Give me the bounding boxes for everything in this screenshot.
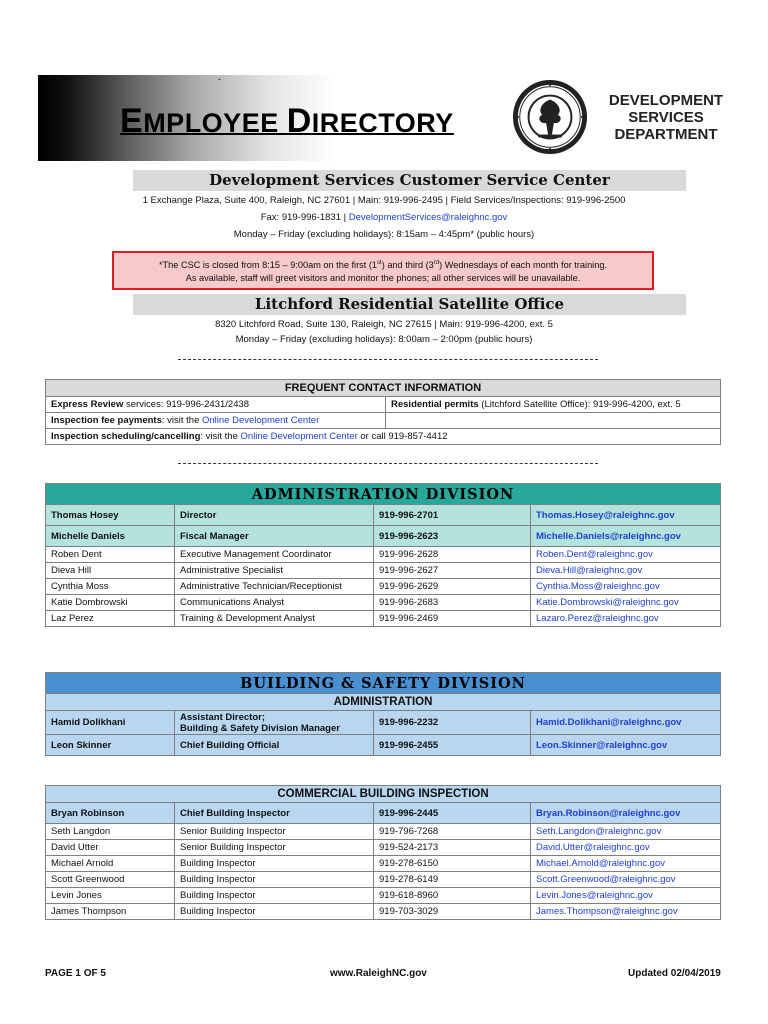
table-row (46, 505, 721, 526)
table-row (46, 803, 721, 824)
inspection-fee-cell: Inspection fee payments: visit the Online Development Center (46, 413, 386, 429)
employee-name: Thomas Hosey (46, 505, 175, 526)
employee-phone: 919-796-7268 (374, 824, 531, 840)
employee-email-link[interactable]: Thomas.Hosey@raleighnc.gov (531, 505, 721, 526)
table-row (46, 872, 721, 888)
employee-title: Director (175, 505, 374, 526)
employee-email-link[interactable]: Leon.Skinner@raleighnc.gov (531, 735, 721, 756)
employee-title: Fiscal Manager (175, 526, 374, 547)
employee-name: Scott Greenwood (46, 872, 175, 888)
employee-phone: 919-996-2683 (374, 595, 531, 611)
updated-date: Updated 02/04/2019 (628, 968, 721, 979)
employee-email-link[interactable]: Levin.Jones@raleighnc.gov (531, 888, 721, 904)
employee-title: Building Inspector (175, 904, 374, 920)
employee-title: Senior Building Inspector (175, 824, 374, 840)
employee-title: Building Inspector (175, 856, 374, 872)
employee-title: Administrative Technician/Receptionist (175, 579, 374, 595)
employee-name: Levin Jones (46, 888, 175, 904)
employee-phone: 919-278-6150 (374, 856, 531, 872)
csc-email-link[interactable]: DevelopmentServices@raleighnc.gov (348, 212, 508, 223)
frequent-contact-title: FREQUENT CONTACT INFORMATION (46, 380, 721, 397)
table-row (46, 526, 721, 547)
litchford-title: Litchford Residential Satellite Office (133, 294, 686, 315)
employee-name: Laz Perez (46, 611, 175, 627)
employee-title: Executive Management Coordinator (175, 547, 374, 563)
employee-phone: 919-996-2445 (374, 803, 531, 824)
building-safety-division-title: BUILDING & SAFETY DIVISION (46, 673, 721, 694)
inspection-scheduling-cell: Inspection scheduling/cancelling: visit the Online Development Center or call 919-857-4412 (46, 429, 721, 445)
employee-phone: 919-996-2455 (374, 735, 531, 756)
table-row (46, 711, 721, 735)
frequent-contact-table (45, 379, 721, 445)
title-underline: EMPLOYEE DIRECTORY (120, 102, 454, 140)
employee-title: Communications Analyst (175, 595, 374, 611)
residential-permits-cell: Residential permits (Litchford Satellite Office): 919-996-4200, ext. 5 (386, 397, 721, 413)
table-row (46, 824, 721, 840)
employee-name: Cynthia Moss (46, 579, 175, 595)
administration-division-title: ADMINISTRATION DIVISION (46, 484, 721, 505)
employee-name: Leon Skinner (46, 735, 175, 756)
table-row (46, 563, 721, 579)
commercial-building-inspection-table (45, 785, 721, 920)
city-seal-icon (511, 78, 589, 156)
employee-phone: 919-996-2232 (374, 711, 531, 735)
employee-phone: 919-703-3029 (374, 904, 531, 920)
employee-phone: 919-996-2629 (374, 579, 531, 595)
employee-email-link[interactable]: Roben.Dent@raleighnc.gov (531, 547, 721, 563)
employee-phone: 919-996-2623 (374, 526, 531, 547)
employee-phone: 919-524-2173 (374, 840, 531, 856)
employee-title: Assistant Director; Building & Safety Division Manager (175, 711, 374, 735)
employee-name: Michelle Daniels (46, 526, 175, 547)
table-row (46, 888, 721, 904)
employee-title: Chief Building Official (175, 735, 374, 756)
building-safety-division-table (45, 672, 721, 756)
employee-email-link[interactable]: Cynthia.Moss@raleighnc.gov (531, 579, 721, 595)
table-row (46, 904, 721, 920)
table-row (46, 595, 721, 611)
table-row (46, 735, 721, 756)
employee-email-link[interactable]: Dieva.Hill@raleighnc.gov (531, 563, 721, 579)
express-review-cell: Express Review services: 919-996-2431/2438 (46, 397, 386, 413)
employee-name: Hamid Dolikhani (46, 711, 175, 735)
website-link[interactable]: www.RaleighNC.gov (330, 968, 427, 979)
employee-title: Building Inspector (175, 888, 374, 904)
empty-cell (386, 413, 721, 429)
employee-email-link[interactable]: Scott.Greenwood@raleighnc.gov (531, 872, 721, 888)
csc-fax-line: Fax: 919-996-1831 | DevelopmentServices@raleighnc.gov (260, 212, 508, 223)
employee-name: Michael Arnold (46, 856, 175, 872)
employee-phone: 919-996-2469 (374, 611, 531, 627)
employee-email-link[interactable]: Seth.Langdon@raleighnc.gov (531, 824, 721, 840)
employee-name: Katie Dombrowski (46, 595, 175, 611)
separator (178, 463, 598, 464)
page-title (120, 102, 454, 141)
employee-name: James Thompson (46, 904, 175, 920)
csc-hours: Monday – Friday (excluding holidays): 8:15am – 4:45pm* (public hours) (233, 229, 535, 240)
administration-division-table (45, 483, 721, 627)
employee-phone: 919-996-2627 (374, 563, 531, 579)
litchford-address: 8320 Litchford Road, Suite 130, Raleigh, NC 27615 | Main: 919-996-4200, ext. 5 (215, 319, 553, 330)
csc-title: Development Services Customer Service Center (133, 170, 686, 191)
header-mark: - (218, 74, 221, 84)
employee-email-link[interactable]: Michael.Arnold@raleighnc.gov (531, 856, 721, 872)
employee-title: Administrative Specialist (175, 563, 374, 579)
employee-email-link[interactable]: Hamid.Dolikhani@raleighnc.gov (531, 711, 721, 735)
employee-phone: 919-278-6149 (374, 872, 531, 888)
employee-email-link[interactable]: David.Utter@raleighnc.gov (531, 840, 721, 856)
employee-phone: 919-996-2701 (374, 505, 531, 526)
employee-name: Seth Langdon (46, 824, 175, 840)
employee-title: Building Inspector (175, 872, 374, 888)
employee-email-link[interactable]: James.Thompson@raleighnc.gov (531, 904, 721, 920)
employee-phone: 919-618-8960 (374, 888, 531, 904)
page-number: PAGE 1 OF 5 (45, 968, 106, 979)
table-row (46, 856, 721, 872)
employee-name: Bryan Robinson (46, 803, 175, 824)
employee-phone: 919-996-2628 (374, 547, 531, 563)
employee-title: Chief Building Inspector (175, 803, 374, 824)
table-row (46, 840, 721, 856)
employee-name: Dieva Hill (46, 563, 175, 579)
employee-title: Training & Development Analyst (175, 611, 374, 627)
employee-title: Senior Building Inspector (175, 840, 374, 856)
table-row (46, 547, 721, 563)
building-administration-subtitle: ADMINISTRATION (46, 694, 721, 711)
online-development-center-link[interactable]: Online Development Center (240, 431, 358, 442)
litchford-hours: Monday – Friday (excluding holidays): 8:00am – 2:00pm (public hours) (235, 334, 533, 345)
online-development-center-link[interactable]: Online Development Center (202, 415, 320, 426)
department-name: DEVELOPMENT SERVICES DEPARTMENT (608, 92, 724, 143)
commercial-inspection-title: COMMERCIAL BUILDING INSPECTION (46, 786, 721, 803)
employee-email-link[interactable]: Lazaro.Perez@raleighnc.gov (531, 611, 721, 627)
closure-alert: *The CSC is closed from 8:15 – 9:00am on the first (1st) and third (3rd) Wednesdays of each month for training. As available, staff will greet visitors and monitor the phones; all other services will be unavailable. (112, 251, 654, 290)
employee-email-link[interactable]: Katie.Dombrowski@raleighnc.gov (531, 595, 721, 611)
employee-email-link[interactable]: Michelle.Daniels@raleighnc.gov (531, 526, 721, 547)
table-row (46, 611, 721, 627)
employee-email-link[interactable]: Bryan.Robinson@raleighnc.gov (531, 803, 721, 824)
employee-name: David Utter (46, 840, 175, 856)
employee-name: Roben Dent (46, 547, 175, 563)
separator (178, 359, 598, 360)
csc-address: 1 Exchange Plaza, Suite 400, Raleigh, NC 27601 | Main: 919-996-2495 | Field Services/Inspections: 919-996-2500 (142, 195, 626, 206)
table-row (46, 579, 721, 595)
